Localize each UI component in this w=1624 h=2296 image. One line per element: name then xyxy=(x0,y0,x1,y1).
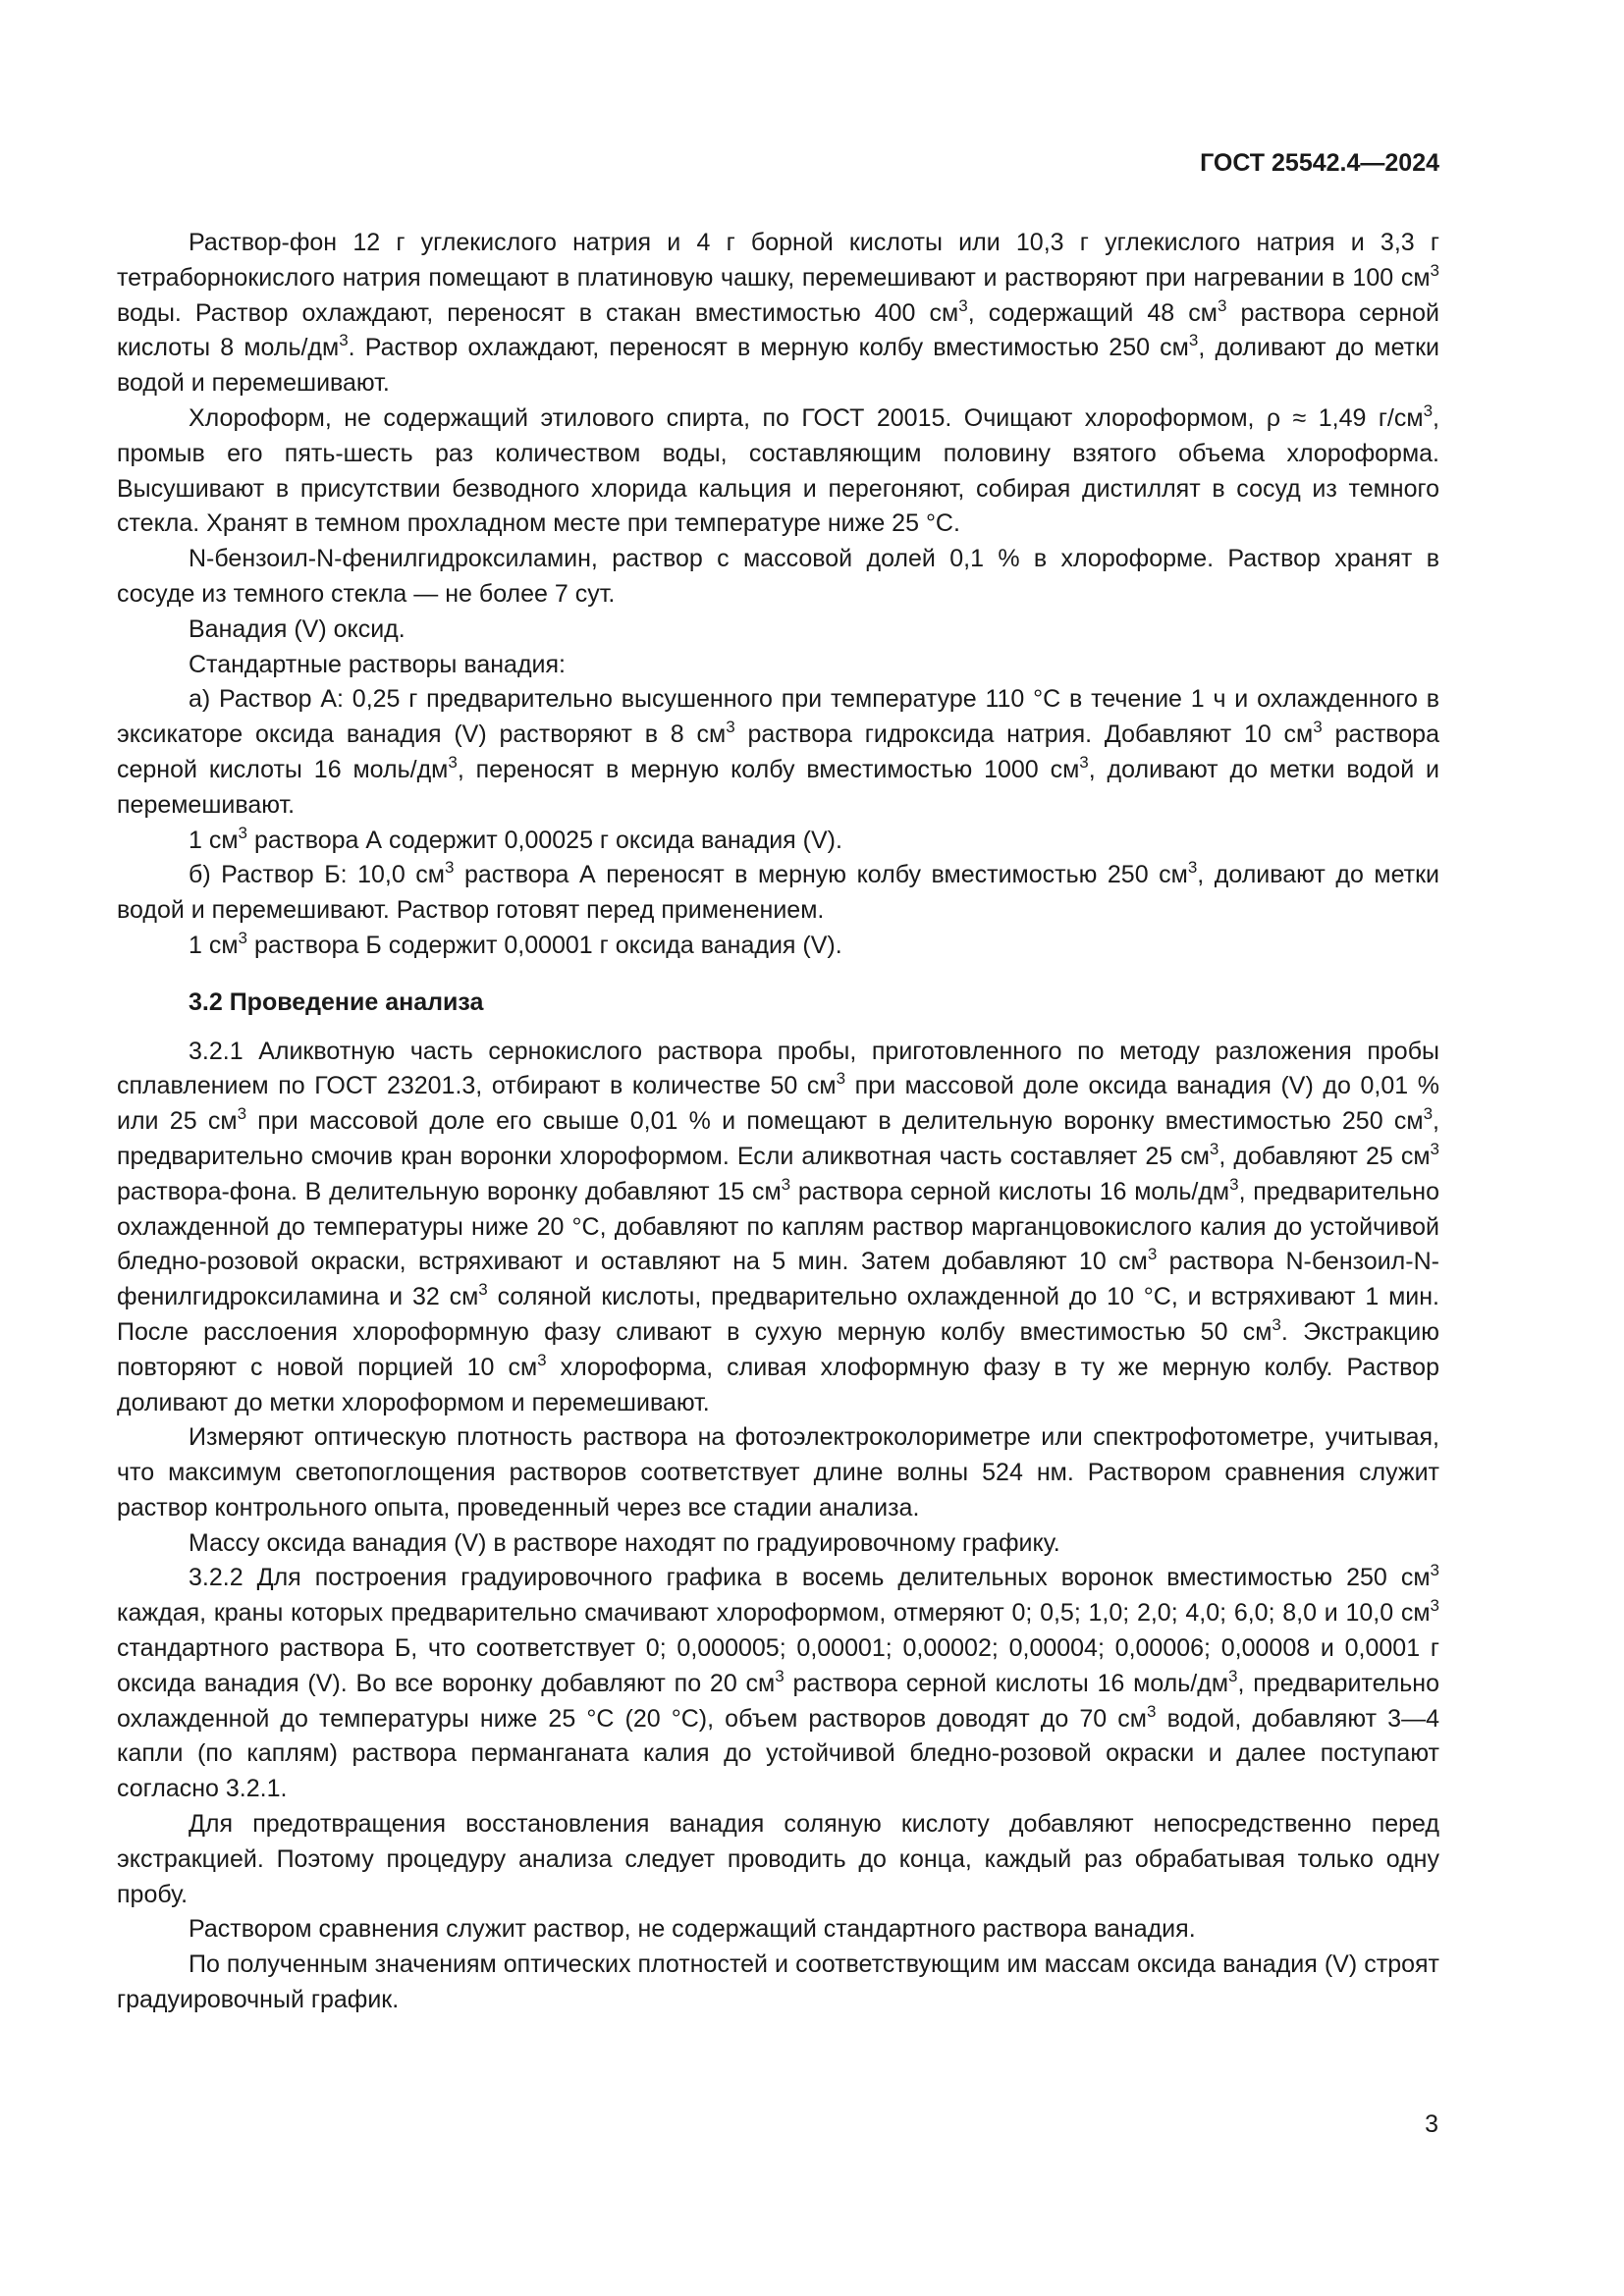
paragraph-optical-density: Измеряют оптическую плотность раствора на фотоэлектроколориметре или спектрофотометре, учитывая, что максимум светопоглощения растворов соответствует длине волны 524 нм. Раствором сравнения служит раствор контрольного опыта, проведенный через все стадии анализа. xyxy=(117,1423,1439,1522)
paragraph-reference-solution: Раствором сравнения служит раствор, не содержащий стандартного раствора ванадия. xyxy=(189,1915,1196,1944)
paragraph-standard-solutions: Стандартные растворы ванадия: xyxy=(189,650,566,678)
section-title-analysis: 3.2 Проведение анализа xyxy=(189,988,484,1016)
paragraph-solution-a-content: 1 $см^3$ раствора А содержит 0,00025 г оксида ванадия (V). xyxy=(189,823,842,854)
paragraph-prevention: Для предотвращения восстановления ванадия соляную кислоту добавляют непосредственно перед экстракцией. Поэтому процедуру анализа следует проводить до конца, каждый раз обрабатывая только одну пробу. xyxy=(117,1810,1439,1908)
page-number: 3 xyxy=(1425,2110,1438,2138)
paragraph-background-solution: Раствор-фон 12 г углекислого натрия и 4 г борной кислоты или 10,3 г углекислого натрия и 3,3 г тетраборнокислого натрия помещают в платиновую чашку, перемешивают и растворяют при нагревании в 100 $см^3$ воды. Раствор охлаждают, переносят в стакан вместимостью 400 $см^3$, содержащий 48 $см^3$ раствора серной кислоты 8 моль/$дм^3$. Раствор охлаждают, переносят в мерную колбу вместимостью 250 $см^3$, доливают до метки водой и перемешивают. xyxy=(117,229,1440,398)
paragraph-vanadium-oxide: Ванадия (V) оксид. xyxy=(189,614,406,643)
paragraph-solution-a: а) Раствор А: 0,25 г предварительно высушенного при температуре 110 °С в течение 1 ч и охлажденного в эксикаторе оксида ванадия (V) растворяют в 8 $см^3$ раствора гидроксида натрия. Добавляют 10 $см^3$ раствора серной кислоты 16 моль/$дм^3$, переносят в мерную колбу вместимостью 1000 $см^3$, доливают до метки водой и перемешивают. xyxy=(117,685,1440,819)
paragraph-solution-b-content: 1 $см^3$ раствора Б содержит 0,00001 г оксида ванадия (V). xyxy=(189,928,842,959)
paragraph-mass-determination: Массу оксида ванадия (V) в растворе находят по градуировочному графику. xyxy=(189,1528,1060,1557)
standard-header: ГОСТ 25542.4—2024 xyxy=(1200,149,1439,177)
paragraph-3-2-1: 3.2.1 Аликвотную часть сернокислого раствора пробы, приготовленного по методу разложения пробы сплавлением по ГОСТ 23201.3, отбирают в количестве 50 $см^3$ при массовой доле оксида ванадия (V) до 0,01 % или 25 $см^3$ при массовой доле его свыше 0,01 % и помещают в делительную воронку вместимостью 250 $см^3$, предварительно смочив кран воронки хлороформом. Если аликвотная часть составляет 25 $см^3$, добавляют 25 $см^3$ раствора-фона. В делительную воронку добавляют 15 $см^3$ раствора серной кислоты 16 моль/$дм^3$, предварительно охлажденной до температуры ниже 20 °С, добавляют по каплям раствор марганцовокислого калия до устойчивой бледно-розовой окраски, встряхивают и оставляют на 5 мин. Затем добавляют 10 $см^3$ раствора N-бензоил-N-фенилгидроксиламина и 32 $см^3$ соляной кислоты, предварительно охлажденной до 10 °С, и встряхивают 1 мин. После расслоения хлороформную фазу сливают в сухую мерную колбу вместимостью 50 $см^3$. Экстракцию повторяют с новой порцией 10 $см^3$ хлороформа, сливая хлоформную фазу в ту же мерную колбу. Раствор доливают до метки хлороформом и перемешивают. xyxy=(117,1037,1440,1416)
paragraph-3-2-2: 3.2.2 Для построения градуировочного графика в восемь делительных воронок вместимостью 250 $см^3$ каждая, краны которых предварительно смачивают хлороформом, отмеряют 0; 0,5; 1,0; 2,0; 4,0; 6,0; 8,0 и 10,0 $см^3$ стандартного раствора Б, что соответствует 0; 0,000005; 0,00001; 0,00002; 0,00004; 0,00006; 0,00008 и 0,0001 г оксида ванадия (V). Во все воронку добавляют по 20 $см^3$ раствора серной кислоты 16 моль/$дм^3$, предварительно охлажденной до температуры ниже 25 °С (20 °С), объем растворов доводят до 70 $см^3$ водой, добавляют 3—4 капли (по каплям) раствора перманганата калия до устойчивой бледно-розовой окраски и далее поступают согласно 3.2.1. xyxy=(117,1561,1439,1803)
paragraph-chloroform: Хлороформ, не содержащий этилового спирта, по ГОСТ 20015. Очищают хлороформом, ρ ≈ 1,49 $г/см^3$, промыв его пять-шесть раз количеством воды, составляющим половину взятого объема хлороформа. Высушивают в присутствии безводного хлорида кальция и перегоняют, собирая дистиллят в сосуд из темного стекла. Хранят в темном прохладном месте при температуре ниже 25 °С. xyxy=(117,400,1439,538)
paragraph-benzoyl-reagent: N-бензоил-N-фенилгидроксиламин, раствор с массовой долей 0,1 % в хлороформе. Раствор хранят в сосуде из темного стекла — не более 7 сут. xyxy=(117,545,1439,608)
paragraph-solution-b: б) Раствор Б: 10,0 $см^3$ раствора А переносят в мерную колбу вместимостью 250 $см^3$, доливают до метки водой и перемешивают. Раствор готовят перед применением. xyxy=(117,858,1439,925)
paragraph-calibration-graph: По полученным значениям оптических плотностей и соответствующим им массам оксида ванадия (V) строят градуировочный график. xyxy=(117,1950,1439,2014)
document-body xyxy=(117,226,1439,2018)
